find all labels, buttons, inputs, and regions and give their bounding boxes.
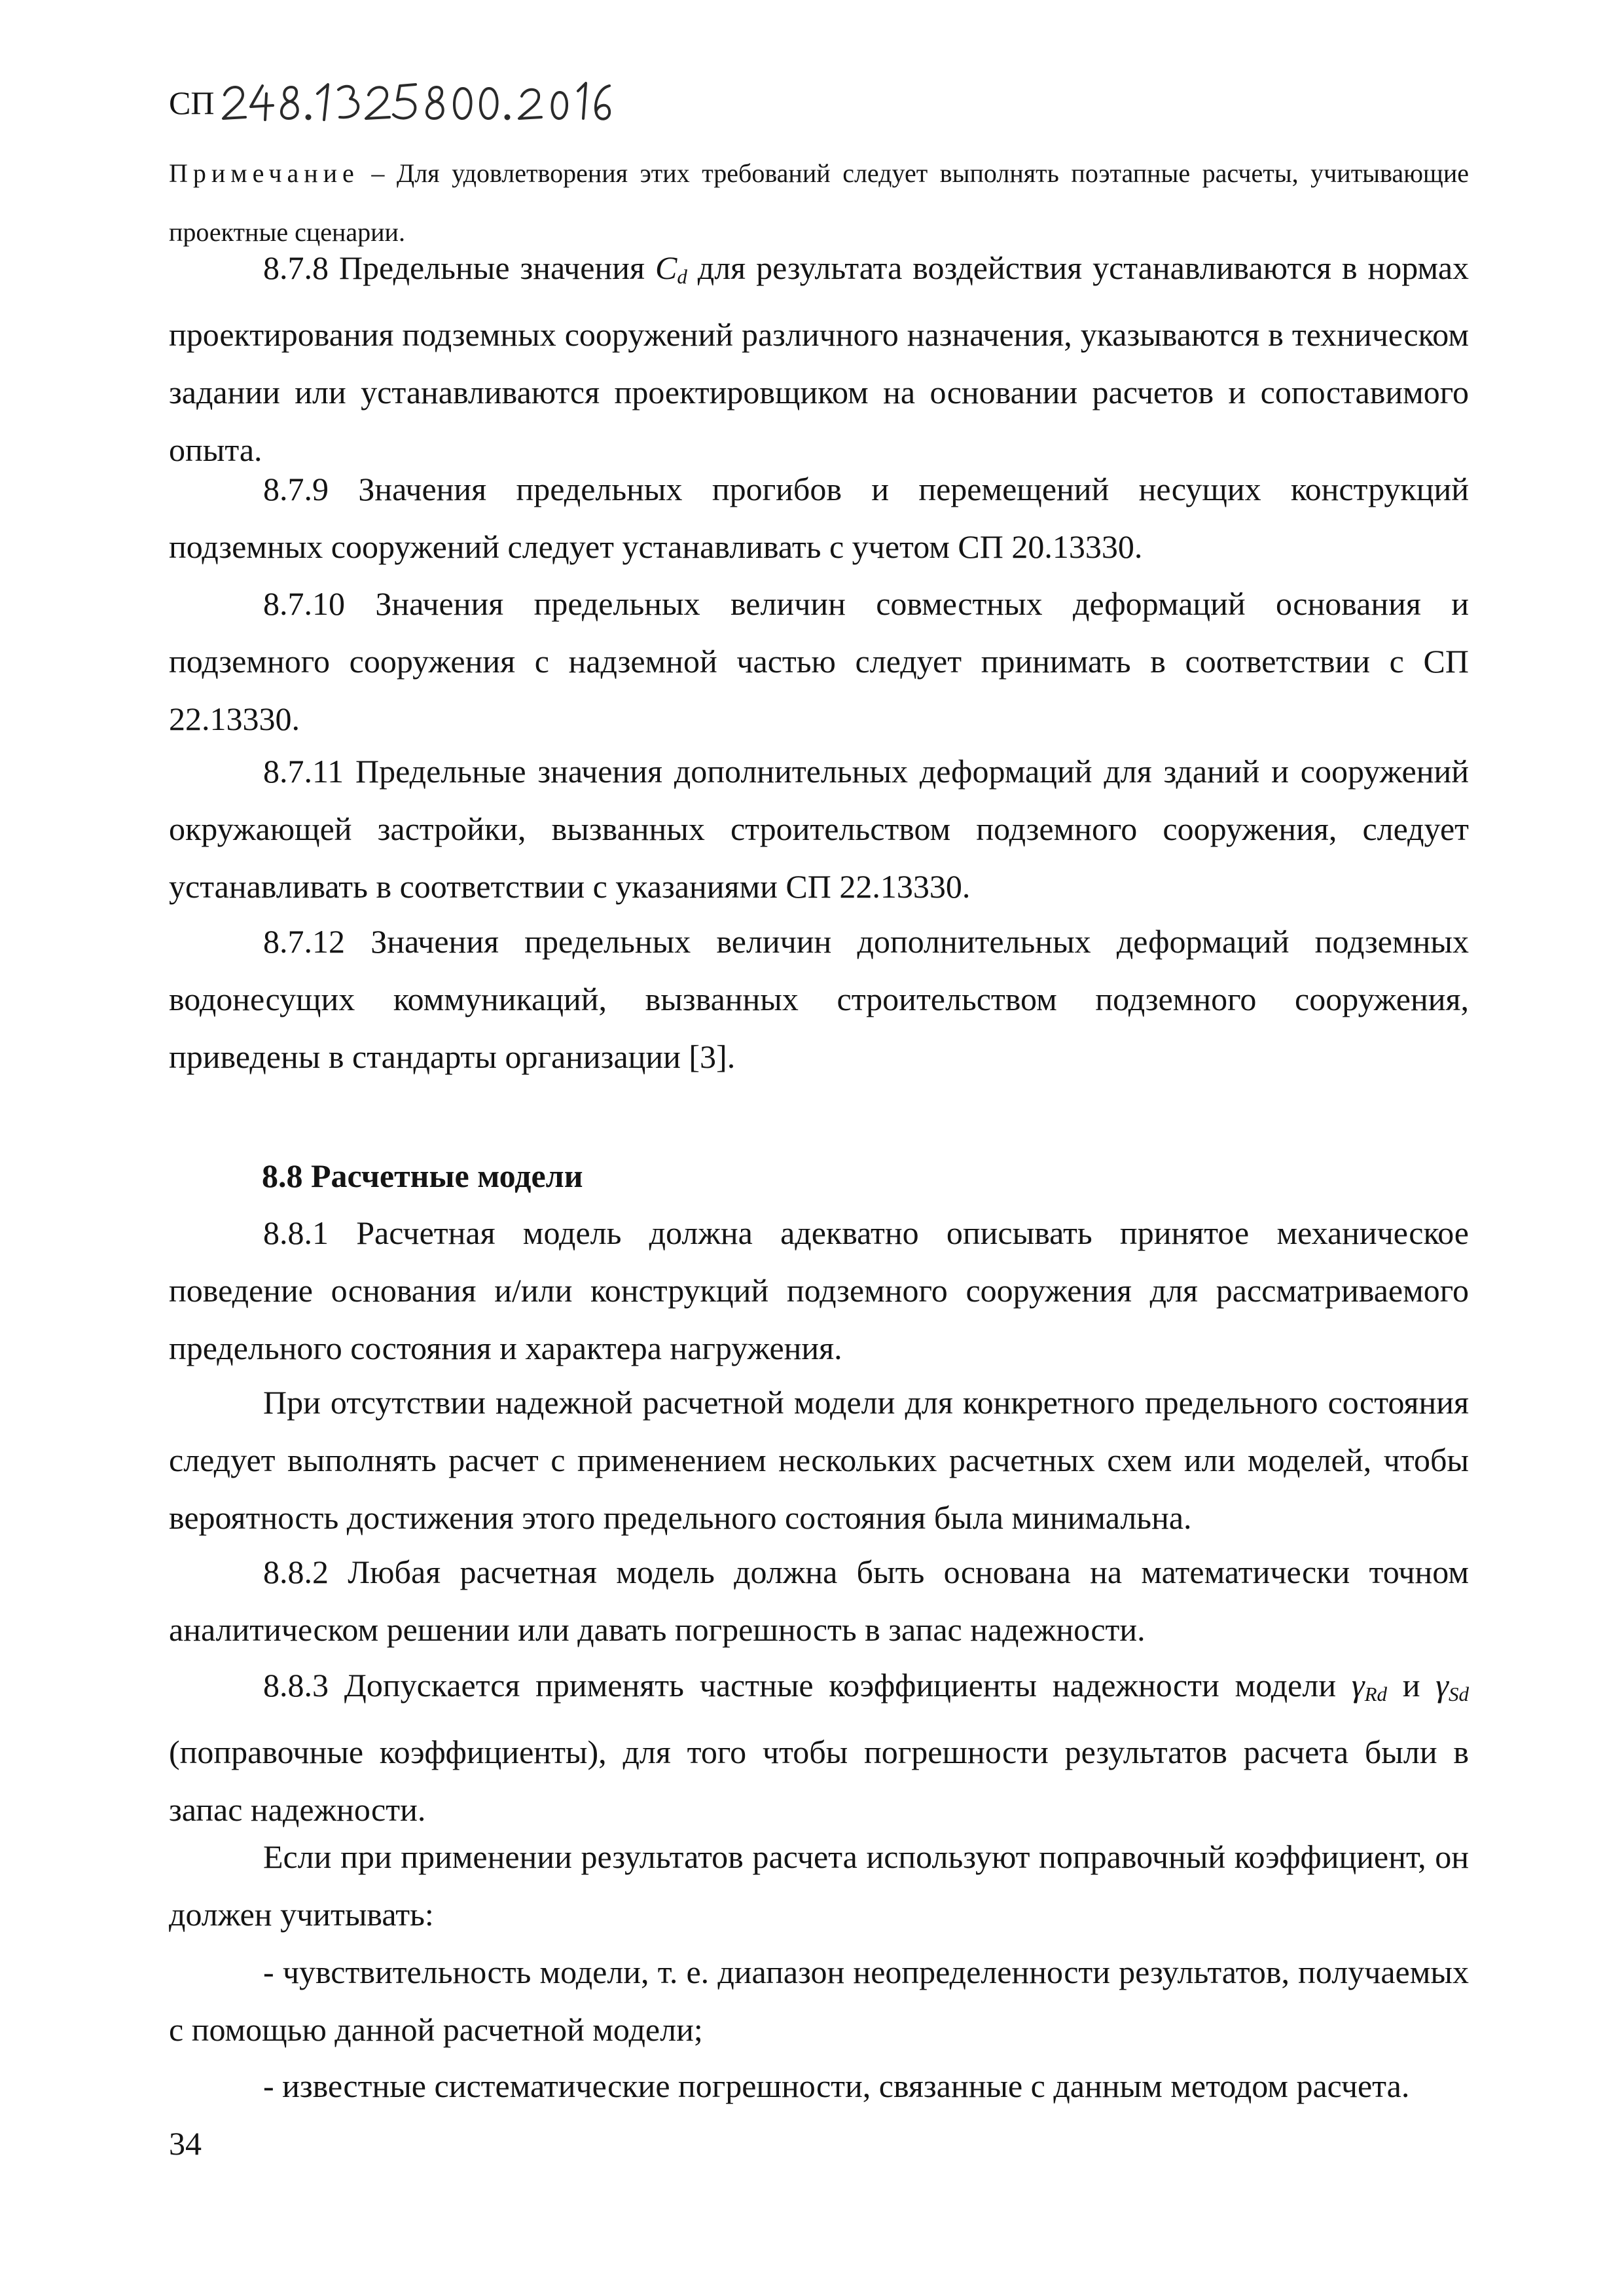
paragraph-8-7-11: 8.7.11 Предельные значения дополнительных деформаций для зданий и сооружений окружающей застройки, вызванных строительством подземного сооружения, следует устанавливать в соответствии с указаниями СП 22.13330.: [169, 753, 1469, 905]
symbol-letter: γ: [1351, 1667, 1365, 1704]
handwritten-document-code: [219, 77, 612, 129]
note-label: Примечание: [169, 158, 359, 188]
paragraph-text: для результата воздействия устанавливаются в нормах проектирования подземных сооружений различного назначения, указываются в техническом задании или устанавливаются проектировщиком на основании расчетов и сопоставимого опыта.: [169, 249, 1470, 468]
symbol-cd: [655, 249, 687, 286]
paragraph-8-7-9: 8.7.9 Значения предельных прогибов и перемещений несущих конструкций подземных сооружений следует устанавливать с учетом СП 20.13330.: [169, 471, 1469, 565]
paragraph-8-8-2: 8.8.2 Любая расчетная модель должна быть основана на математически точном аналитическом решении или давать погрешность в запас надежности.: [169, 1554, 1469, 1648]
symbol-subscript: Sd: [1449, 1682, 1469, 1705]
paragraph-text: 8.7.8 Предельные значения: [263, 249, 655, 286]
paragraph-text: (поправочные коэффициенты), для того чтобы погрешности результатов расчета были в запас надежности.: [169, 1733, 1469, 1828]
header-prefix: СП: [169, 84, 215, 121]
note-text: Для удовлетворения этих требований следует выполнять поэтапные расчеты, учитывающие проектные сценарии.: [169, 158, 1470, 247]
paragraph-8-8-3: [169, 1656, 1469, 1838]
section-heading-8-8: 8.8 Расчетные модели: [262, 1157, 583, 1194]
paragraph-8-7-10: 8.7.10 Значения предельных величин совместных деформаций основания и подземного сооружения с надземной частью следует принимать в соответствии с СП 22.13330.: [169, 585, 1469, 737]
symbol-subscript: Rd: [1364, 1682, 1387, 1705]
list-item: - чувствительность модели, т. е. диапазон неопределенности результатов, получаемых с помощью данной расчетной модели;: [169, 1954, 1469, 2048]
paragraph-8-7-12: 8.7.12 Значения предельных величин дополнительных деформаций подземных водонесущих коммуникаций, вызванных строительством подземного сооружения, приведены в стандарты организации [3].: [169, 923, 1469, 1075]
list-item: - известные систематические погрешности, связанные с данным методом расчета.: [263, 2068, 1410, 2104]
symbol-letter: γ: [1435, 1667, 1449, 1704]
paragraph-8-8-1-continued: При отсутствии надежной расчетной модели для конкретного предельного состояния следует выполнять расчет с применением нескольких расчетных схем или моделей, чтобы вероятность достижения этого предельного состояния была минимальна.: [169, 1384, 1469, 1536]
symbol-gamma-sd: [1435, 1667, 1469, 1704]
symbol-subscript: d: [677, 264, 687, 288]
paragraph-8-7-8: [169, 239, 1469, 479]
page-number: 34: [169, 2125, 202, 2162]
symbol-letter: C: [655, 249, 677, 286]
note-dash: –: [359, 158, 397, 188]
paragraph-8-8-1: 8.8.1 Расчетная модель должна адекватно описывать принятое механическое поведение основания и/или конструкций подземного сооружения для рассматриваемого предельного состояния и характера нагружения.: [169, 1214, 1469, 1366]
paragraph-text: и: [1387, 1667, 1436, 1704]
running-header: [169, 73, 612, 132]
paragraph-text: 8.8.3 Допускается применять частные коэффициенты надежности модели: [263, 1667, 1352, 1704]
symbol-gamma-rd: [1352, 1667, 1387, 1704]
paragraph-8-8-3-continued: Если при применении результатов расчета используют поправочный коэффициент, он должен учитывать:: [169, 1838, 1469, 1933]
